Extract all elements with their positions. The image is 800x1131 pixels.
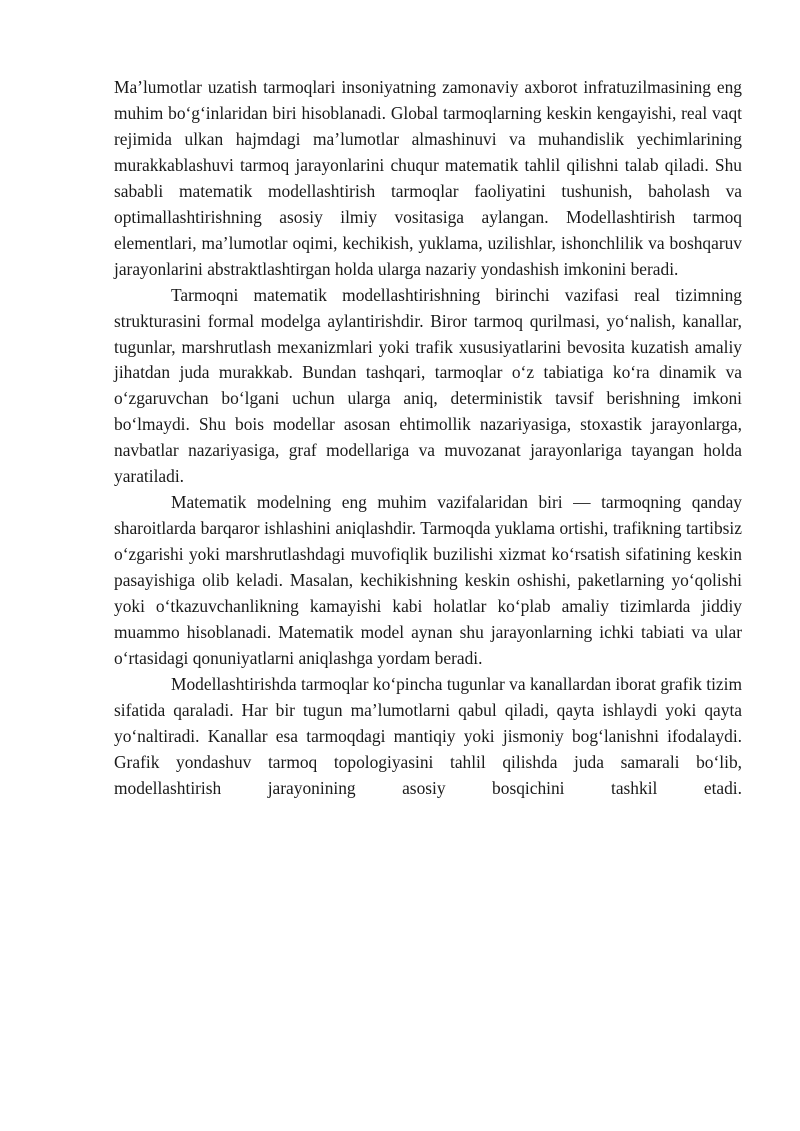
paragraph-1: Ma’lumotlar uzatish tarmoqlari insoniyatning zamonaviy axborot infratuzilmasining eng muhim bo‘g‘inlaridan biri hisoblanadi. Global tarmoqlarning keskin kengayishi, real vaqt rejimida ulkan hajmdagi ma’lumotlar almashinuvi va muhandislik yechimlarining murakkablashuvi tarmoq jarayonlarini chuqur matematik tahlil qilishni talab qiladi. Shu sababli matematik modellashtirish tarmoqlar faoliyatini tushunish, baholash va optimallashtirishning asosiy ilmiy vositasiga aylangan. Modellashtirish tarmoq elementlari, ma’lumotlar oqimi, kechikish, yuklama, uzilishlar, ishonchlilik va boshqaruv jarayonlarini abstraktlashtirgan holda ularga nazariy yondashish imkonini beradi. bbox=[114, 77, 742, 279]
paragraph-2: Tarmoqni matematik modellashtirishning birinchi vazifasi real tizimning strukturasini formal modelga aylantirishdir. Biror tarmoq qurilmasi, yo‘nalish, kanallar, tugunlar, marshrutlash mexanizmlari yoki trafik xususiyatlarini bevosita kuzatish amaliy jihatdan juda murakkab. Bundan tashqari, tarmoqlar o‘z tabiatiga ko‘ra dinamik va o‘zgaruvchan bo‘lgani uchun ularga aniq, deterministik tavsif berishning imkoni bo‘lmaydi. Shu bois modellar asosan ehtimollik nazariyasiga, stoxastik jarayonlarga, navbatlar nazariyasiga, graf modellariga va muvozanat jarayonlariga tayangan holda yaratiladi. bbox=[114, 284, 742, 487]
paragraph-4: Modellashtirishda tarmoqlar ko‘pincha tugunlar va kanallardan iborat grafik tizim sifatida qaraladi. Har bir tugun ma’lumotlarni qabul qiladi, qayta ishlaydi yoki qayta yo‘naltiradi. Kanallar esa tarmoqdagi mantiqiy yoki jismoniy bog‘lanishni ifodalaydi. Grafik yondashuv tarmoq topologiyasini tahlil qilishda juda samarali bo‘lib, modellashtirish jarayonining asosiy bosqichini tashkil etadi. bbox=[114, 673, 742, 798]
paragraph-3: Matematik modelning eng muhim vazifalaridan biri — tarmoqning qanday sharoitlarda barqaror ishlashini aniqlashdir. Tarmoqda yuklama ortishi, trafikning tartibsiz o‘zgarishi yoki marshrutlashdagi muvofiqlik buzilishi xizmat ko‘rsatish sifatining keskin pasayishiga olib keladi. Masalan, kechikishning keskin oshishi, paketlarning yo‘qolishi yoki o‘tkazuvchanlikning kamayishi kabi holatlar ko‘plab amaliy tizimlarda jiddiy muammo hisoblanadi. Matematik model aynan shu jarayonlarning ichki tabiati va ular o‘rtasidagi qonuniyatlarni aniqlashga yordam beradi. bbox=[114, 492, 742, 668]
document-page bbox=[114, 75, 742, 802]
